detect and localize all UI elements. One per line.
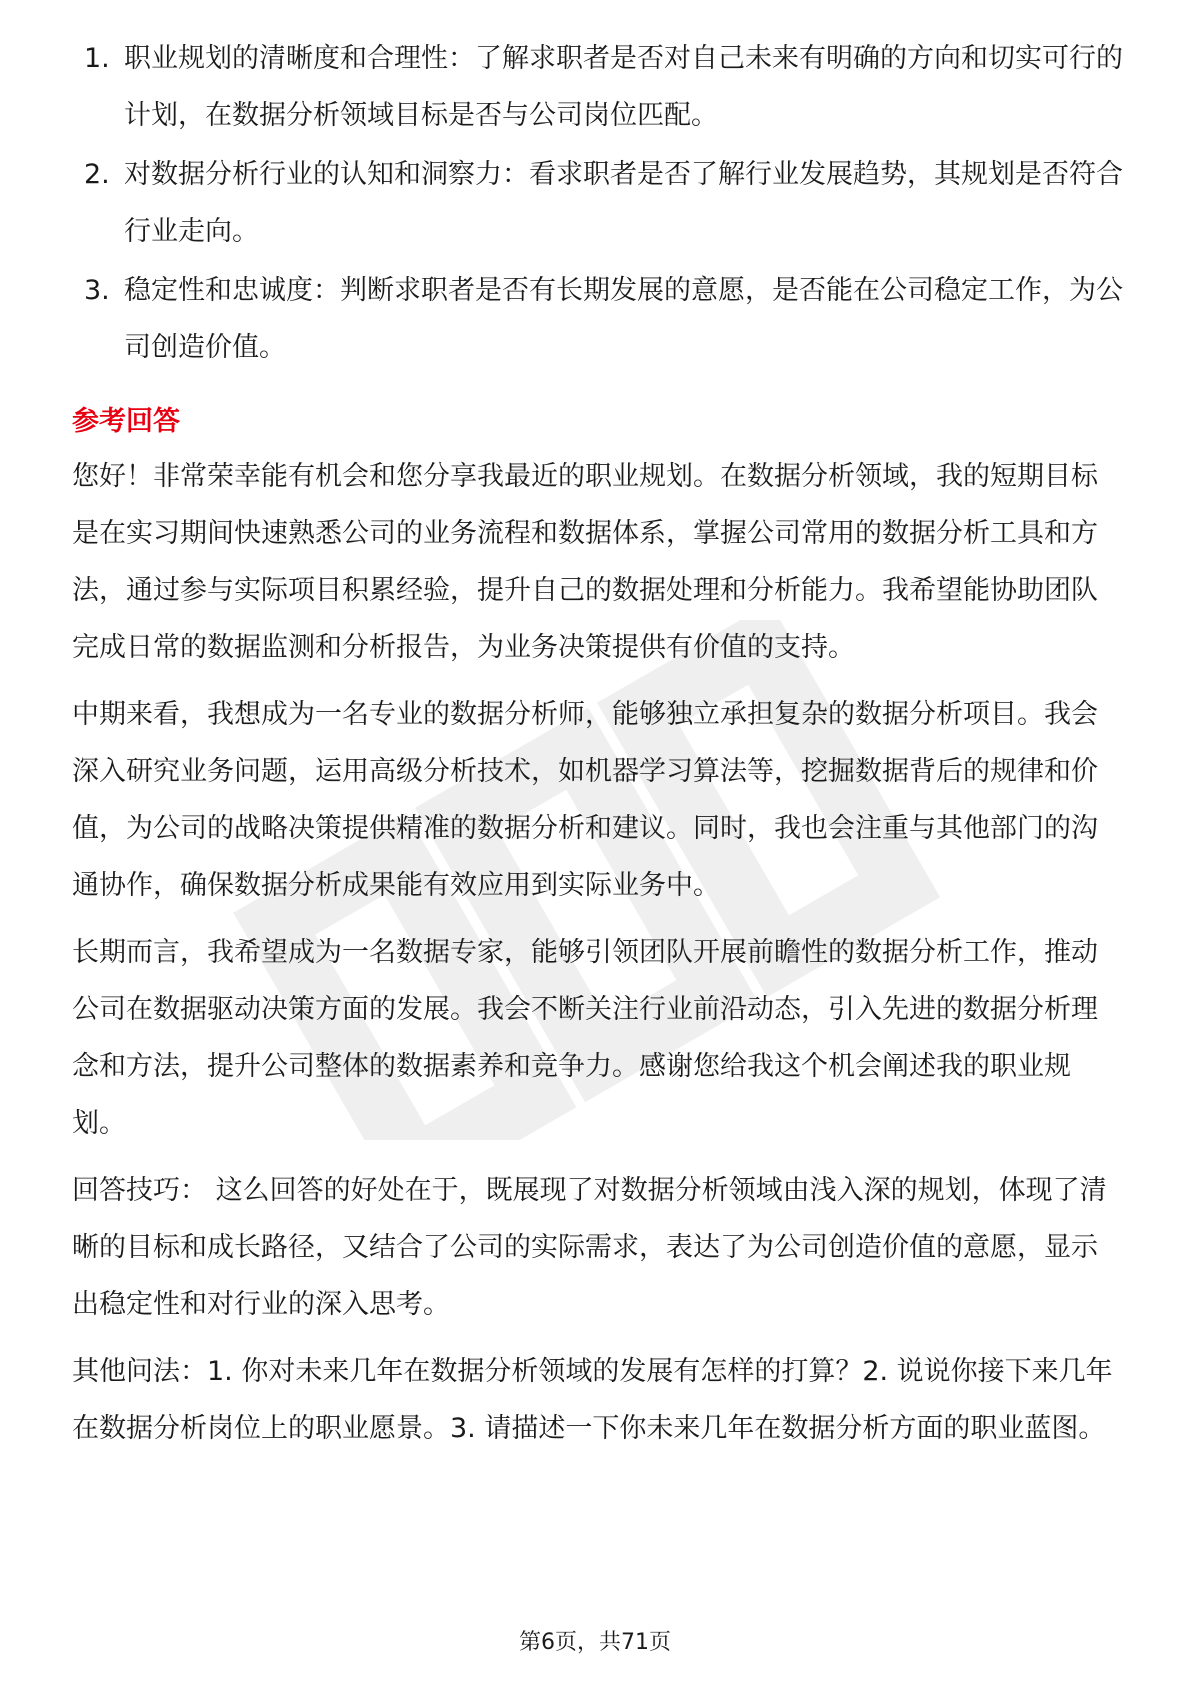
- criteria-item: [84, 262, 1124, 376]
- answer-heading: 参考回答: [72, 406, 180, 437]
- criteria-number: 3.: [84, 275, 110, 306]
- criteria-item: [84, 146, 1124, 260]
- criteria-text: 职业规划的清晰度和合理性：了解求职者是否对自己未来有明确的方向和切实可行的计划，在数据分析领域目标是否与公司岗位匹配。: [124, 43, 1123, 131]
- alternative-questions-paragraph: 其他问法：1. 你对未来几年在数据分析领域的发展有怎样的打算？2. 说说你接下来几年在数据分析岗位上的职业愿景。3. 请描述一下你未来几年在数据分析方面的职业蓝图。: [72, 1356, 1113, 1444]
- criteria-number: 2.: [84, 159, 110, 190]
- evaluation-criteria-list: [84, 38, 1124, 378]
- answer-tips-paragraph: 回答技巧： 这么回答的好处在于，既展现了对数据分析领域由浅入深的规划，体现了清晰的目标和成长路径，又结合了公司的实际需求，表达了为公司创造价值的意愿，显示出稳定性和对行业的深入思考。: [72, 1175, 1107, 1320]
- answer-paragraph-short-term: 您好！非常荣幸能有机会和您分享我最近的职业规划。在数据分析领域，我的短期目标是在实习期间快速熟悉公司的业务流程和数据体系，掌握公司常用的数据分析工具和方法，通过参与实际项目积累经验，提升自己的数据处理和分析能力。我希望能协助团队完成日常的数据监测和分析报告，为业务决策提供有价值的支持。: [72, 461, 1098, 663]
- criteria-item: [84, 30, 1124, 144]
- criteria-text: 对数据分析行业的认知和洞察力：看求职者是否了解行业发展趋势，其规划是否符合行业走向。: [124, 159, 1123, 247]
- criteria-number: 1.: [84, 43, 110, 74]
- page-number-footer: 第6页，共71页: [519, 1630, 671, 1655]
- answer-paragraph-mid-term: 中期来看，我想成为一名专业的数据分析师，能够独立承担复杂的数据分析项目。我会深入研究业务问题，运用高级分析技术，如机器学习算法等，挖掘数据背后的规律和价值，为公司的战略决策提供精准的数据分析和建议。同时，我也会注重与其他部门的沟通协作，确保数据分析成果能有效应用到实际业务中。: [72, 699, 1098, 901]
- criteria-text: 稳定性和忠诚度：判断求职者是否有长期发展的意愿，是否能在公司稳定工作，为公司创造价值。: [124, 275, 1123, 363]
- answer-paragraph-long-term: 长期而言，我希望成为一名数据专家，能够引领团队开展前瞻性的数据分析工作，推动公司在数据驱动决策方面的发展。我会不断关注行业前沿动态，引入先进的数据分析理念和方法，提升公司整体的数据素养和竞争力。感谢您给我这个机会阐述我的职业规划。: [72, 937, 1098, 1139]
